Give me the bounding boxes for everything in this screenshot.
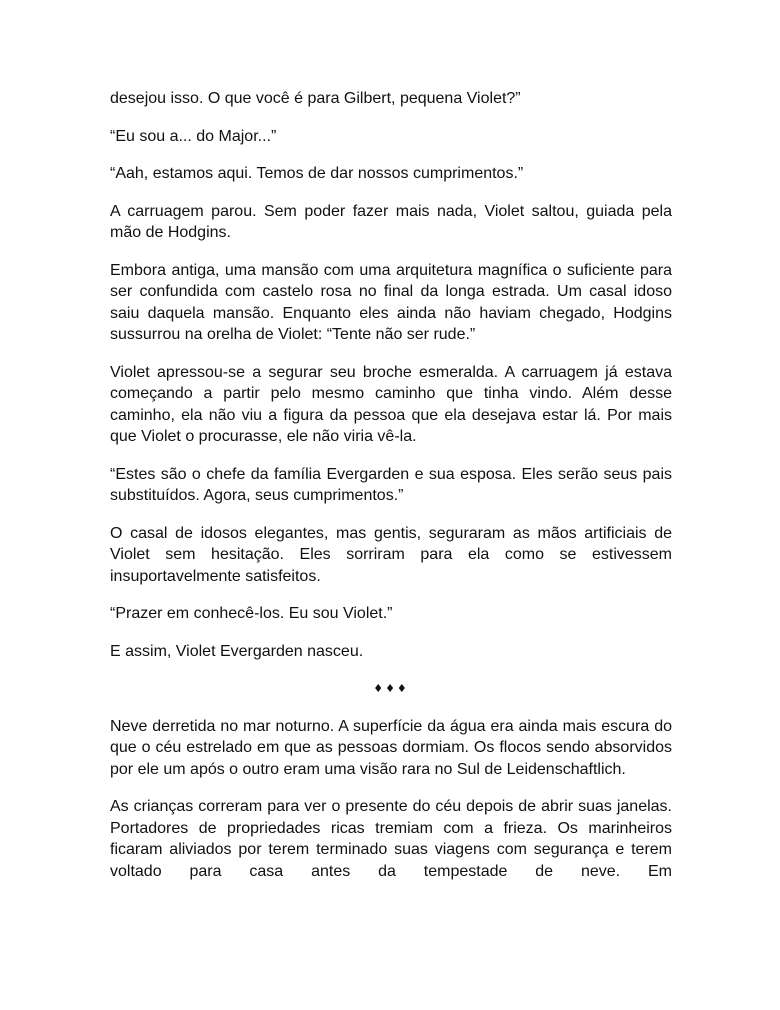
paragraph: “Estes são o chefe da família Evergarden e sua esposa. Eles serão seus pais substituídos. Agora, seus cumprimentos.” [110,465,672,504]
paragraph: Neve derretida no mar noturno. A superfície da água era ainda mais escura do que o céu estrelado em que as pessoas dormiam. Os flocos sendo absorvidos por ele um após o outro eram uma visão rara no Sul de Leidenschaftlich. [110,717,672,778]
paragraph: “Eu sou a... do Major...” [110,127,277,145]
document-page [110,88,672,898]
paragraph: As crianças correram para ver o presente do céu depois de abrir suas janelas. Portadores de propriedades ricas tremiam com a frieza. Os marinheiros ficaram aliviados por terem terminado suas viagens com segurança e terem voltado para casa antes da tempestade de neve. Em [110,798,672,880]
paragraph: desejou isso. O que você é para Gilbert, pequena Violet?” [110,90,521,107]
paragraph: O casal de idosos elegantes, mas gentis, seguraram as mãos artificiais de Violet sem hesitação. Eles sorriram para ela como se estivessem insuportavelmente satisfeitos. [110,524,672,585]
paragraph: “Aah, estamos aqui. Temos de dar nossos cumprimentos.” [110,165,524,182]
paragraph: A carruagem parou. Sem poder fazer mais nada, Violet saltou, guiada pela mão de Hodgins. [110,202,672,241]
scene-separator: ♦♦♦ [373,682,409,695]
paragraph: Embora antiga, uma mansão com uma arquitetura magnífica o suficiente para ser confundida com castelo rosa no final da longa estrada. Um casal idoso saiu daquela mansão. Enquanto eles ainda não haviam chegado, Hodgins sussurrou na orelha de Violet: “Tente não ser rude.” [110,261,672,343]
paragraph: “Prazer em conhecê-los. Eu sou Violet.” [110,605,393,622]
paragraph: E assim, Violet Evergarden nasceu. [110,642,364,660]
paragraph: Violet apressou-se a segurar seu broche esmeralda. A carruagem já estava começando a partir pelo mesmo caminho que tinha vindo. Além desse caminho, ela não viu a figura da pessoa que ela desejava estar lá. Por mais que Violet o procurasse, ele não viria vê-la. [110,363,672,445]
